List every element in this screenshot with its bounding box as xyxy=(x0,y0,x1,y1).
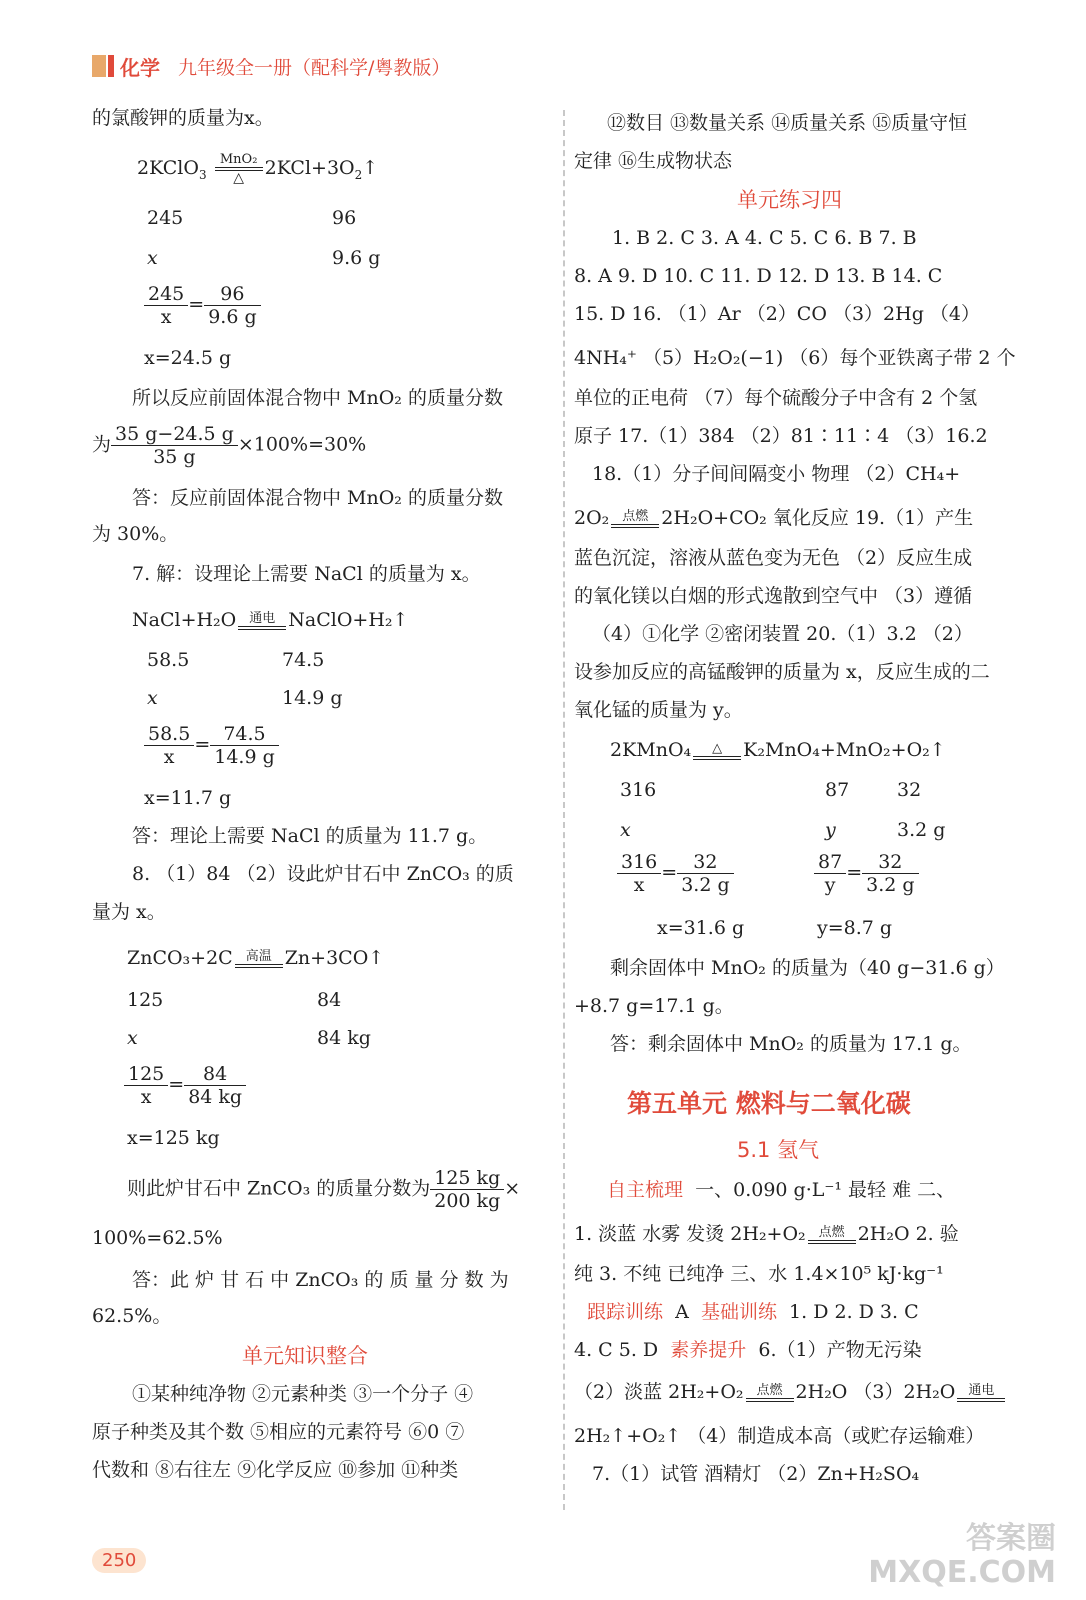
watermark-url: MXQE.COM xyxy=(868,1555,1056,1590)
numerator: 316 xyxy=(617,851,661,874)
cond-top: 点燃 xyxy=(622,508,649,524)
text-line: 7.（1）试管 酒精灯 （2）Zn+H₂SO₄ xyxy=(592,1463,920,1485)
eq-rhs: Zn+3CO↑ xyxy=(284,947,385,969)
text-line: x xyxy=(620,819,631,841)
text-line: 氧化锰的质量为 y。 xyxy=(574,699,743,721)
text-line: x=11.7 g xyxy=(144,787,232,809)
eq-condition xyxy=(746,1384,794,1403)
unit-title: 第五单元 燃料与二氧化碳 xyxy=(627,1089,911,1118)
text-span: 1. D 2. D 3. C xyxy=(789,1301,919,1323)
text-line: 纯 3. 不纯 已纯净 三、水 1.4×10⁵ kJ·kg⁻¹ xyxy=(574,1263,944,1285)
denominator: 3.2 g xyxy=(681,874,730,896)
equation-nacl xyxy=(132,607,408,633)
equation-h2-2 xyxy=(574,1379,1007,1405)
text-line xyxy=(574,1337,922,1363)
text-span: 6.（1）产物无污染 xyxy=(758,1339,922,1361)
numerator: 58.5 xyxy=(144,723,194,746)
fraction-eq xyxy=(127,1167,520,1212)
text-line: 58.5 xyxy=(147,649,190,671)
eq-lhs: 1. 淡蓝 水雾 发烫 2H₂+O₂ xyxy=(574,1223,806,1245)
eq-lhs: 2O₂ xyxy=(574,507,610,529)
text-line: y=8.7 g xyxy=(817,917,893,939)
text-line: 为 30%。 xyxy=(92,523,179,545)
prefix: 为 xyxy=(92,433,112,456)
suffix: ×100%=30% xyxy=(237,433,367,456)
equals: = xyxy=(846,861,863,884)
equals: = xyxy=(188,293,205,316)
fraction xyxy=(814,851,846,896)
fraction xyxy=(144,283,188,328)
denominator: y xyxy=(824,874,836,896)
section-heading: 单元练习四 xyxy=(737,188,842,212)
cond-top: 通电 xyxy=(968,1382,995,1398)
tag-label: 素养提升 xyxy=(670,1339,747,1361)
text-line: 单位的正电荷 （7）每个硫酸分子中含有 2 个氢 xyxy=(574,387,978,409)
text-line: 所以反应前固体混合物中 MnO₂ 的质量分数 xyxy=(132,387,503,409)
numerator: 74.5 xyxy=(210,723,279,746)
equals: = xyxy=(661,861,678,884)
eq-condition xyxy=(957,1384,1005,1403)
fraction-eq xyxy=(144,723,279,768)
eq-lhs: NaCl+H₂O xyxy=(132,609,237,631)
text-line: 设参加反应的高锰酸钾的质量为 x，反应生成的二 xyxy=(574,661,990,683)
tag-label: 自主梳理 xyxy=(607,1179,684,1201)
eq-rhs: K₂MnO₄+MnO₂+O₂↑ xyxy=(743,739,946,761)
prefix: 则此炉甘石中 ZnCO₃ 的质量分数为 xyxy=(127,1177,431,1200)
text-line: 答：反应前固体混合物中 MnO₂ 的质量分数 xyxy=(132,487,503,509)
eq-condition xyxy=(215,153,263,185)
eq-condition xyxy=(238,612,286,631)
equals: = xyxy=(194,733,211,756)
header-logo-icon xyxy=(92,55,106,77)
text-line: 7. 解：设理论上需要 NaCl 的质量为 x。 xyxy=(132,563,481,585)
text-line: 32 xyxy=(897,779,922,801)
column-divider xyxy=(563,110,565,1510)
text-span: 一、0.090 g·L⁻¹ 最轻 难 二、 xyxy=(695,1179,956,1201)
numerator: 125 kg xyxy=(430,1167,504,1190)
tag-label: 基础训练 xyxy=(700,1301,777,1323)
text-line: 9.6 g xyxy=(332,247,381,269)
eq-rhs: 2H₂O 2. 验 xyxy=(857,1223,959,1245)
denominator: x xyxy=(163,746,175,768)
cond-top: 点燃 xyxy=(756,1382,783,1398)
text-line: 答：此 炉 甘 石 中 ZnCO₃ 的 质 量 分 数 为 xyxy=(132,1269,509,1291)
text-line: 剩余固体中 MnO₂ 的质量为（40 g−31.6 g） xyxy=(610,957,1005,979)
text-line: 的氯酸钾的质量为x。 xyxy=(92,107,274,129)
text-line: 8. A 9. D 10. C 11. D 12. D 13. B 14. C xyxy=(574,265,943,287)
text-line: 15. D 16. （1）Ar （2）CO （3）2Hg （4） xyxy=(574,303,980,325)
cond-top: △ xyxy=(712,740,723,756)
fraction xyxy=(144,723,194,768)
lesson-title: 5.1 氢气 xyxy=(737,1138,820,1162)
text-line: 答：理论上需要 NaCl 的质量为 11.7 g。 xyxy=(132,825,488,847)
text-line: 84 kg xyxy=(317,1027,371,1049)
eq-condition xyxy=(808,1226,856,1245)
equation-ch4 xyxy=(574,505,973,531)
suffix: × xyxy=(504,1177,521,1200)
header-bar-icon xyxy=(108,55,114,77)
numerator: 245 xyxy=(144,283,188,306)
eq-sub: 2 xyxy=(354,167,363,182)
eq-condition xyxy=(693,742,741,761)
denominator: x xyxy=(160,306,172,328)
page-number: 250 xyxy=(92,1548,146,1573)
text-line: x xyxy=(127,1027,138,1049)
eq-rhs: NaClO+H₂↑ xyxy=(288,609,409,631)
cond-bottom: △ xyxy=(233,170,245,186)
text-line: 原子种类及其个数 ⑤相应的元素符号 ⑥0 ⑦ xyxy=(92,1421,465,1443)
text-line: 96 xyxy=(332,207,357,229)
watermark-logo: 答案圈 xyxy=(966,1521,1056,1556)
text-line: 量为 x。 xyxy=(92,901,166,923)
text-line: 蓝色沉淀，溶液从蓝色变为无色 （2）反应生成 xyxy=(574,547,973,569)
eq-lhs: （2）淡蓝 2H₂+O₂ xyxy=(574,1381,744,1403)
equation-znco3 xyxy=(127,945,384,971)
text-line: x=24.5 g xyxy=(144,347,232,369)
fraction-eq xyxy=(124,1063,246,1108)
text-line: 的氧化镁以白烟的形式逸散到空气中 （3）遵循 xyxy=(574,585,973,607)
eq-condition xyxy=(611,510,659,529)
fraction xyxy=(210,723,279,768)
text-line: 14.9 g xyxy=(282,687,343,709)
equation-h2 xyxy=(574,1221,959,1247)
denominator: 35 g xyxy=(153,446,196,468)
eq-rhs: 2KCl+3O xyxy=(264,157,355,179)
text-line: ①某种纯净物 ②元素种类 ③一个分子 ④ xyxy=(132,1383,474,1405)
text-span: A xyxy=(675,1301,689,1323)
text-line: 原子 17.（1）384 （2）81∶11∶4 （3）16.2 xyxy=(574,425,988,447)
numerator: 32 xyxy=(677,851,733,874)
text-line: 316 xyxy=(620,779,657,801)
text-line: +8.7 g=17.1 g。 xyxy=(574,995,734,1017)
fraction xyxy=(111,423,238,468)
cond-top: 点燃 xyxy=(818,1224,845,1240)
denominator: x xyxy=(633,874,645,896)
equation-kclo3 xyxy=(137,153,378,188)
text-line: 87 xyxy=(825,779,850,801)
eq-lhs: 2KMnO₄ xyxy=(610,739,692,761)
cond-top: MnO₂ xyxy=(219,152,258,167)
fraction xyxy=(430,1167,504,1212)
denominator: 14.9 g xyxy=(214,746,275,768)
text-line: 18.（1）分子间间隔变小 物理 （2）CH₄+ xyxy=(592,463,961,485)
text-line: y xyxy=(825,819,836,841)
fraction-eq xyxy=(814,851,919,896)
section-heading: 单元知识整合 xyxy=(242,1344,368,1368)
text-line xyxy=(587,1299,919,1325)
numerator: 32 xyxy=(862,851,918,874)
text-line: 62.5%。 xyxy=(92,1305,172,1327)
fraction xyxy=(862,851,918,896)
eq-sub: 3 xyxy=(198,167,207,182)
fraction-eq xyxy=(92,423,366,468)
numerator: 125 xyxy=(124,1063,168,1086)
text-line: x=31.6 g xyxy=(657,917,745,939)
text-line: 2H₂↑+O₂↑ （4）制造成本高（或贮存运输难） xyxy=(574,1425,985,1447)
text-line: 84 xyxy=(317,989,342,1011)
eq-condition xyxy=(235,950,283,969)
equals: = xyxy=(168,1073,185,1096)
header-subject: 化学 xyxy=(120,55,160,80)
watermark xyxy=(868,1522,1056,1590)
text-line: x xyxy=(147,687,158,709)
header-grade: 九年级全一册（配科学/粤教版） xyxy=(178,56,451,79)
cond-top: 通电 xyxy=(249,610,276,626)
fraction xyxy=(617,851,661,896)
text-line xyxy=(607,1177,955,1203)
up-arrow-icon: ↑ xyxy=(362,157,379,179)
text-line: 8. （1）84 （2）设此炉甘石中 ZnCO₃ 的质 xyxy=(132,863,514,885)
page-header xyxy=(92,48,450,84)
eq-lhs: ZnCO₃+2C xyxy=(127,947,233,969)
text-line: 4NH₄⁺ （5）H₂O₂(−1) （6）每个亚铁离子带 2 个 xyxy=(574,347,1016,369)
tag-label: 跟踪训练 xyxy=(587,1301,664,1323)
text-line: 125 xyxy=(127,989,164,1011)
text-span: 4. C 5. D xyxy=(574,1339,659,1361)
fraction-eq xyxy=(144,283,261,328)
denominator: x xyxy=(140,1086,152,1108)
fraction xyxy=(184,1063,246,1108)
fraction-eq xyxy=(617,851,734,896)
cond-top: 高温 xyxy=(245,948,272,964)
text-line: 245 xyxy=(147,207,184,229)
text-line: ⑫数目 ⑬数量关系 ⑭质量关系 ⑮质量守恒 xyxy=(607,112,968,134)
text-line: 100%=62.5% xyxy=(92,1227,223,1249)
numerator: 87 xyxy=(814,851,846,874)
text-line: 答：剩余固体中 MnO₂ 的质量为 17.1 g。 xyxy=(610,1033,972,1055)
fraction xyxy=(677,851,733,896)
denominator: 3.2 g xyxy=(866,874,915,896)
equation-kmno4 xyxy=(610,737,946,763)
text-line: 定律 ⑯生成物状态 xyxy=(574,150,733,172)
text-line: 1. B 2. C 3. A 4. C 5. C 6. B 7. B xyxy=(612,227,917,249)
eq-rhs: 2H₂O+CO₂ 氧化反应 19.（1）产生 xyxy=(661,507,974,529)
numerator: 35 g−24.5 g xyxy=(111,423,238,446)
eq-lhs: 2KClO xyxy=(137,157,199,179)
numerator: 84 xyxy=(184,1063,246,1086)
text-line: 3.2 g xyxy=(897,819,946,841)
numerator: 96 xyxy=(204,283,260,306)
text-line: x xyxy=(147,247,158,269)
fraction xyxy=(124,1063,168,1108)
fraction xyxy=(204,283,260,328)
denominator: 200 kg xyxy=(434,1190,501,1212)
denominator: 84 kg xyxy=(188,1086,243,1108)
text-line: （4）①化学 ②密闭装置 20.（1）3.2 （2） xyxy=(592,623,973,645)
text-line: x=125 kg xyxy=(127,1127,220,1149)
eq-mid: 2H₂O （3）2H₂O xyxy=(795,1381,956,1403)
text-line: 代数和 ⑧右往左 ⑨化学反应 ⑩参加 ⑪种类 xyxy=(92,1459,459,1481)
denominator: 9.6 g xyxy=(208,306,257,328)
text-line: 74.5 xyxy=(282,649,325,671)
